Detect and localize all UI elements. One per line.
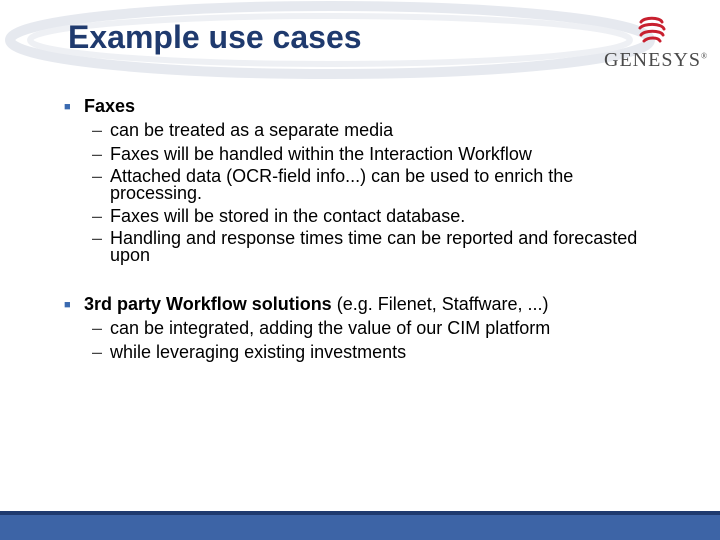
dash-icon: – xyxy=(92,342,103,362)
dash-icon: – xyxy=(92,144,103,164)
dash-icon: – xyxy=(92,166,103,186)
sub-bullet-list xyxy=(84,318,660,362)
sub-bullet: – can be treated as a separate media xyxy=(92,120,394,140)
dash-icon: – xyxy=(92,206,103,226)
dash-icon: – xyxy=(92,228,103,248)
sub-bullet: – can be integrated, adding the value of our CIM platform xyxy=(92,318,551,338)
footer-bar xyxy=(0,511,720,540)
sub-bullet: – Faxes will be handled within the Interaction Workflow xyxy=(92,144,532,164)
slide-content xyxy=(60,96,660,366)
sub-bullet: – while leveraging existing investments xyxy=(92,342,407,362)
genesys-logo xyxy=(604,14,709,72)
bullet-heading: Faxes xyxy=(84,96,136,116)
square-bullet-icon: ■ xyxy=(64,299,71,311)
sub-bullet-list xyxy=(84,120,660,264)
bullet-faxes xyxy=(60,96,660,264)
genesys-logo-icon xyxy=(604,14,704,48)
bullet-third-party-workflow xyxy=(60,294,660,362)
genesys-wordmark: GENESYS® xyxy=(604,49,709,71)
sub-bullet: – Handling and response times time can be reported and forecasted upon xyxy=(92,228,638,265)
sub-bullet: – Faxes will be stored in the contact database. xyxy=(92,206,466,226)
dash-icon: – xyxy=(92,318,103,338)
dash-icon: – xyxy=(92,120,103,140)
bullet-heading: 3rd party Workflow solutions (e.g. Filenet, Staffware, ...) xyxy=(84,294,549,314)
square-bullet-icon: ■ xyxy=(64,101,71,113)
slide-title: Example use cases xyxy=(68,19,362,55)
sub-bullet: – Attached data (OCR-field info...) can be used to enrich the processing. xyxy=(92,166,574,203)
